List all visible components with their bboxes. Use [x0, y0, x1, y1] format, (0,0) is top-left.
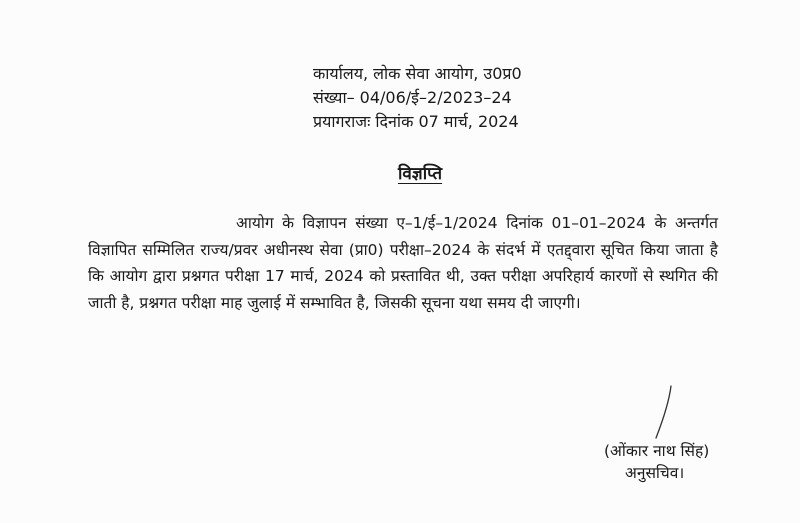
notice-title: विज्ञप्ति [397, 164, 443, 184]
notice-body: आयोग के विज्ञापन संख्या ए–1/ई–1/2024 दिनांक 01–01–2024 के अन्तर्गत विज्ञापित सम्मिलित राज्य/प्रवर अधीनस्थ सेवा (प्रा0) परीक्षा–2024 के संदर्भ में एतद्द्वारा सूचित किया जाता है कि आयोग द्वारा प्रश्नगत परीक्षा 17 मार्च, 2024 को प्रस्तावित थी, उक्त परीक्षा अपरिहार्य कारणों से स्थगित की जाती है, प्रश्नगत परीक्षा माह जुलाई में सम्भावित है, जिसकी सूचना यथा समय दी जाएगी। [88, 214, 718, 312]
place-and-date: प्रयागराजः दिनांक 07 मार्च, 2024 [313, 112, 519, 131]
signatory-designation: अनुसचिव। [625, 464, 685, 482]
signature-mark [652, 384, 676, 440]
reference-number: संख्या– 04/06/ई–2/2023–24 [313, 88, 512, 107]
office-header [313, 62, 522, 134]
office-name: कार्यालय, लोक सेवा आयोग, उ0प्र0 [313, 64, 522, 83]
signatory-name: (ओंकार नाथ सिंह) [604, 442, 710, 460]
notice-title-container [0, 161, 800, 184]
